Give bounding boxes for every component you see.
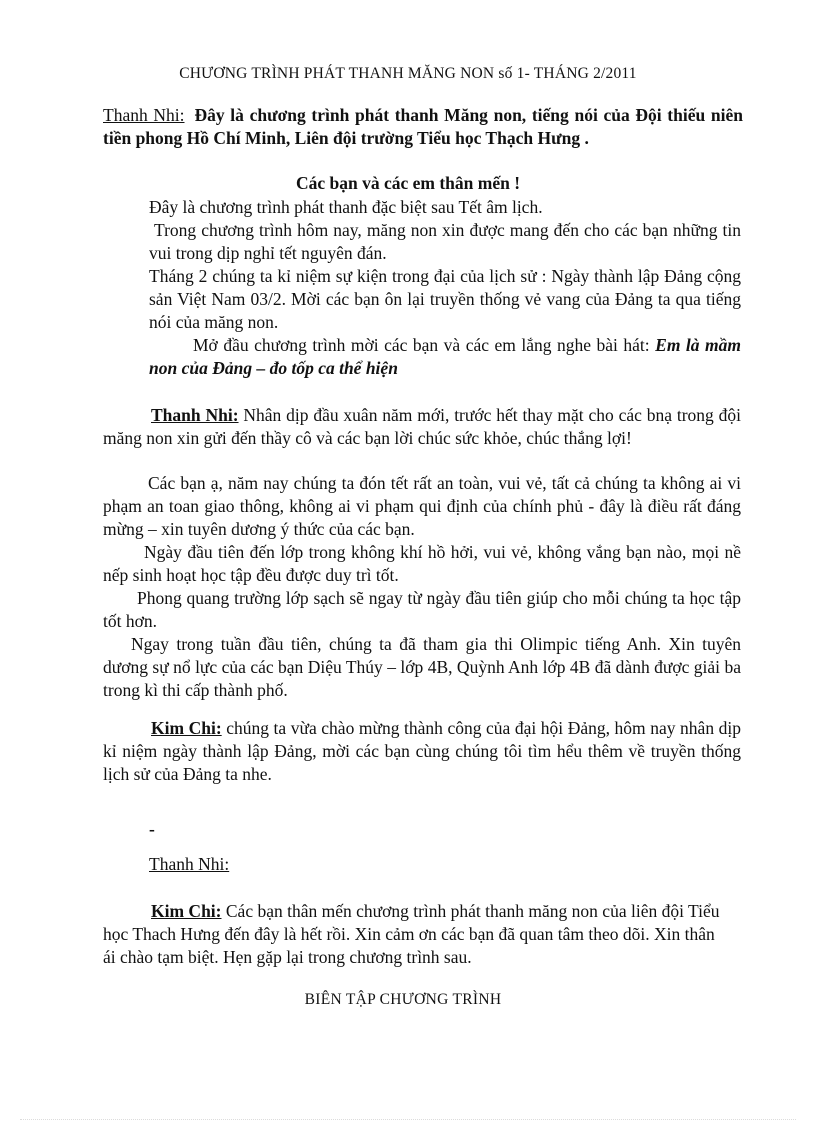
speaker-label: Thanh Nhi:	[151, 405, 239, 425]
song-title: Em là mầm non của Đảng – đo tốp ca thể hiện	[149, 335, 742, 378]
speaker-label: Thanh Nhi:	[149, 854, 230, 874]
paragraph-text: Mở đầu chương trình mời các bạn và các em lắng nghe bài hát:	[193, 335, 656, 355]
dash-marker: -	[149, 819, 155, 839]
paragraph-text: Nhân dịp đầu xuân năm mới, trước hết thay mặt cho các bnạ trong đội măng non xin gửi đến thầy cô và các bạn lời chúc sức khỏe, chúc thắng lợi!	[103, 405, 741, 448]
paragraph: Tháng 2 chúng ta kỉ niệm sự kiện trong đại của lịch sử : Ngày thành lập Đảng cộng sản Việt Nam 03/2. Mời các bạn ôn lại truyền thống vẻ vang của Đảng ta qua tiếng nói của măng non.	[149, 266, 741, 332]
speaker-label: Kim Chi:	[151, 901, 222, 921]
closing-paragraph	[103, 900, 727, 969]
footer-signature: BIÊN TẬP CHƯƠNG TRÌNH	[304, 991, 502, 1008]
greeting-heading: Các bạn và các em thân mến !	[295, 173, 521, 193]
paragraph: Phong quang trường lớp sạch sẽ ngay từ ngày đầu tiên giúp cho mỗi chúng ta học tập tốt hơn.	[103, 588, 741, 631]
paragraph	[149, 853, 229, 876]
paragraph: Ngày đầu tiên đến lớp trong không khí hồ hởi, vui vẻ, không vắng bạn nào, mọi nề nếp sinh hoạt học tập đều được duy trì tốt.	[103, 542, 741, 585]
paragraph	[103, 404, 741, 450]
speaker-label: Thanh Nhi:	[103, 105, 185, 125]
song-intro-paragraph	[149, 334, 741, 380]
intro-text: Đây là chương trình phát thanh Măng non, tiếng nói của Đội thiếu niên tiền phong Hồ Chí Minh, Liên đội trường Tiểu học Thạch Hưng .	[103, 105, 743, 148]
paragraph-text: Các bạn thân mến chương trình phát thanh măng non của liên đội Tiểu học Thach Hưng đến đây là hết rồi. Xin cảm ơn các bạn đã quan tâm theo dõi. Xin thân ái chào tạm biệt. Hẹn gặp lại trong chương trình sau.	[103, 901, 720, 967]
paragraph: Các bạn ạ, năm nay chúng ta đón tết rất an toàn, vui vẻ, tất cả chúng ta không ai vi phạm an toan giao thông, không ai vi phạm qui định của chính phủ - đây là điều rất đáng mừng – xin tuyên dương ý thức của các bạn.	[103, 473, 741, 539]
paragraph: Ngay trong tuần đầu tiên, chúng ta đã tham gia thi Olimpic tiếng Anh. Xin tuyên dương sự nổ lực của các bạn Diệu Thúy – lớp 4B, Quỳnh Anh lớp 4B đã dành được giải ba trong kì thi cấp thành phố.	[103, 634, 741, 700]
intro-paragraph	[103, 104, 743, 150]
paragraph: Đây là chương trình phát thanh đặc biệt sau Tết âm lịch.	[149, 197, 543, 217]
document-title: CHƯƠNG TRÌNH PHÁT THANH MĂNG NON số 1- THÁNG 2/2011	[179, 65, 637, 82]
speaker-label: Kim Chi:	[151, 718, 222, 738]
paragraph-text: chúng ta vừa chào mừng thành công của đại hội Đảng, hôm nay nhân dịp kỉ niệm ngày thành lập Đảng, mời các bạn cùng chúng tôi tìm hểu thêm về truyền thống lịch sử của Đảng ta nhe.	[103, 718, 741, 784]
paragraph: Trong chương trình hôm nay, măng non xin được mang đến cho các bạn những tin vui trong dịp nghỉ tết nguyên đán.	[149, 220, 741, 263]
page-edge-divider	[20, 1119, 796, 1120]
paragraph	[103, 717, 741, 786]
